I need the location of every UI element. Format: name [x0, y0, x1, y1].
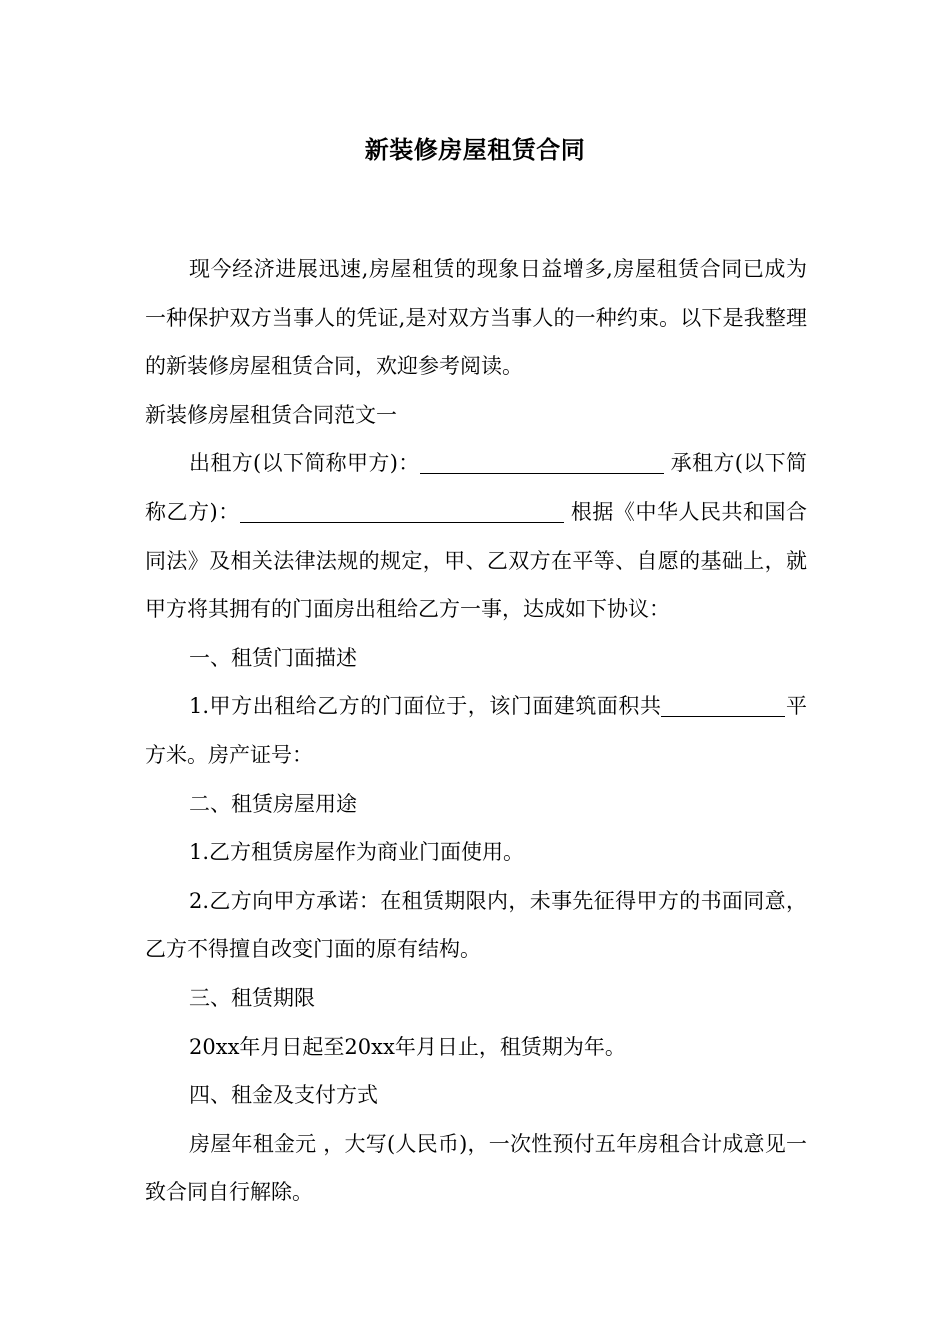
lessor-blank: [420, 451, 664, 474]
lessor-label: 出租方(以下简称甲方)：: [189, 451, 420, 476]
section-3-heading: 三、租赁期限: [189, 985, 315, 1010]
basis-text: 根据《中华人民共和国合同法》及相关法律法规的规定，甲、乙双方在平等、自愿的基础上，就甲方将其拥有的门面房出租给乙方一事，达成如下协议：: [145, 499, 807, 622]
section-1-item-1-suffix: 平方米。房产证号：: [145, 694, 807, 767]
document-title: 新装修房屋租赁合同: [364, 136, 586, 164]
document-body: [145, 245, 807, 1217]
subtitle: 新装修房屋租赁合同范文一: [145, 402, 397, 427]
section-1-item-1: [145, 682, 807, 779]
section-4-heading: 四、租金及支付方式: [189, 1083, 378, 1108]
lessee-blank: [240, 500, 564, 523]
parties-paragraph: [145, 439, 807, 633]
section-1-item-1-prefix: 1.甲方出租给乙方的门面位于，该门面建筑面积共: [189, 694, 662, 719]
section-1-heading: 一、租赁门面描述: [189, 645, 357, 670]
lessee-label: 承租方(以下简称乙方)：: [145, 451, 807, 524]
section-2-item-2: 2.乙方向甲方承诺：在租赁期限内，未事先征得甲方的书面同意，乙方不得擅自改变门面的原有结构。: [145, 888, 807, 962]
section-3-item-1: 20xx年月日起至20xx年月日止，租赁期为年。: [189, 1034, 626, 1059]
section-2-item-1: 1.乙方租赁房屋作为商业门面使用。: [189, 840, 525, 865]
section-2-heading: 二、租赁房屋用途: [189, 791, 357, 816]
area-blank: [661, 694, 785, 717]
section-4-item-1: 房屋年租金元 ，大写(人民币)，一次性预付五年房租合计成意见一致合同自行解除。: [145, 1131, 807, 1205]
intro-paragraph: 现今经济进展迅速,房屋租赁的现象日益增多,房屋租赁合同已成为一种保护双方当事人的凭证,是对双方当事人的一种约束。以下是我整理的新装修房屋租赁合同，欢迎参考阅读。: [145, 257, 807, 379]
